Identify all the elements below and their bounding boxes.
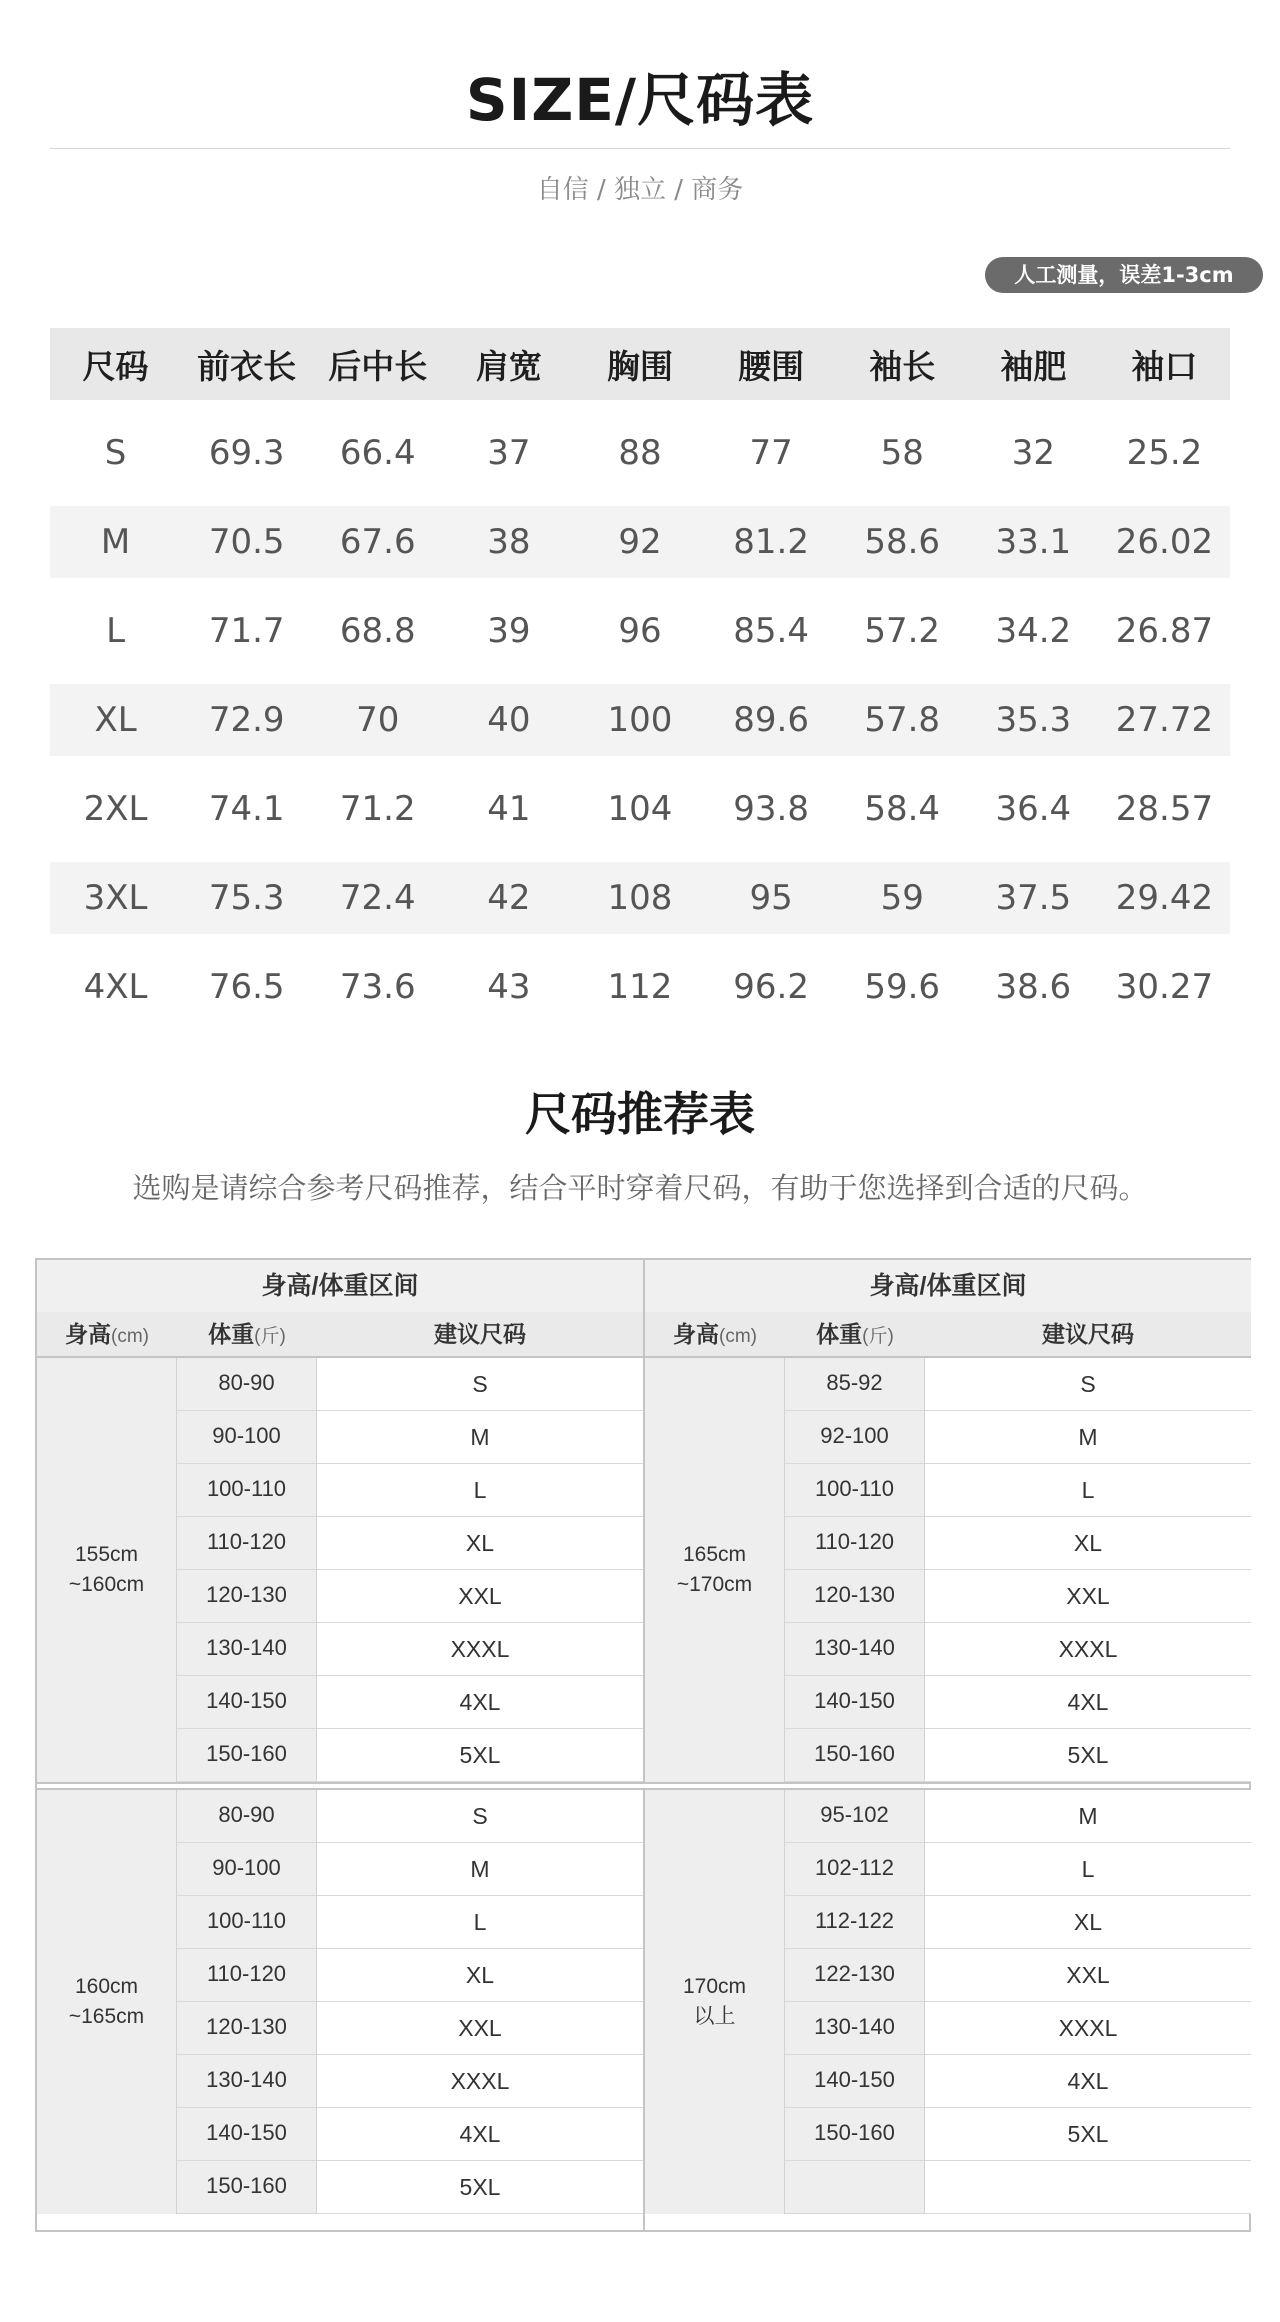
size-table-cell: 68.8 bbox=[339, 611, 416, 651]
weight-range-cell: 140-150 bbox=[177, 2108, 317, 2161]
size-table-cell: 93.8 bbox=[733, 789, 809, 829]
weight-range-cell: 150-160 bbox=[177, 1729, 317, 1782]
weight-range-cell: 140-150 bbox=[785, 2055, 925, 2108]
size-table-cell: 27.72 bbox=[1115, 700, 1214, 740]
size-table-cell: 81.2 bbox=[733, 522, 809, 562]
size-table-cell: 34.2 bbox=[995, 611, 1072, 651]
suggested-size-cell: 4XL bbox=[925, 1676, 1251, 1729]
size-table-cell: 96.2 bbox=[733, 967, 809, 1007]
size-table-cell: 59.6 bbox=[864, 967, 941, 1007]
height-range-line: ~170cm bbox=[676, 1573, 753, 1596]
weight-range-cell: 112-122 bbox=[785, 1896, 925, 1949]
suggested-size-column-header: 建议尺码 bbox=[317, 1312, 643, 1358]
size-table-cell: 89.6 bbox=[733, 700, 809, 740]
suggested-size-cell: XL bbox=[925, 1896, 1251, 1949]
height-weight-range-header: 身高/体重区间 bbox=[645, 1260, 1251, 1313]
height-column-unit: (cm) bbox=[111, 1326, 149, 1347]
size-table-cell: 67.6 bbox=[339, 522, 416, 562]
suggested-size-cell: XXL bbox=[925, 1570, 1251, 1623]
height-range-line: 165cm bbox=[682, 1543, 746, 1566]
suggested-size-cell: XXL bbox=[317, 2002, 643, 2055]
suggested-size-cell: 5XL bbox=[925, 2108, 1251, 2161]
size-table-cell: 104 bbox=[607, 789, 673, 829]
size-table-row bbox=[50, 417, 1230, 489]
height-column-header bbox=[645, 1312, 785, 1358]
size-table-cell: 30.27 bbox=[1115, 967, 1214, 1007]
suggested-size-cell: L bbox=[925, 1843, 1251, 1896]
suggested-size-cell: M bbox=[317, 1843, 643, 1896]
size-table-row bbox=[50, 595, 1230, 667]
size-table-header-cell: 腰围 bbox=[738, 346, 805, 386]
size-table-cell: 26.02 bbox=[1115, 522, 1214, 562]
size-table-cell: 43 bbox=[487, 967, 531, 1007]
height-range-cell bbox=[37, 1358, 177, 1782]
size-table-cell: 58 bbox=[880, 433, 924, 473]
weight-range-cell: 90-100 bbox=[177, 1843, 317, 1896]
size-table-cell: 28.57 bbox=[1115, 789, 1214, 829]
page-subtitle: 自信 / 独立 / 商务 bbox=[536, 175, 744, 205]
suggested-size-cell: 5XL bbox=[317, 2161, 643, 2214]
size-table-cell: 72.9 bbox=[208, 700, 285, 740]
size-table-cell: 4XL bbox=[83, 967, 148, 1007]
size-table-header-cell: 袖长 bbox=[869, 346, 936, 386]
size-table-cell: 75.3 bbox=[208, 878, 285, 918]
weight-range-cell: 80-90 bbox=[177, 1358, 317, 1411]
size-table-cell: 32 bbox=[1011, 433, 1055, 473]
suggested-size-cell: XXXL bbox=[925, 2002, 1251, 2055]
suggested-size-cell: XXXL bbox=[317, 2055, 643, 2108]
size-table-header-cell: 袖肥 bbox=[1000, 346, 1067, 386]
size-table-cell: 74.1 bbox=[208, 789, 285, 829]
size-table-row bbox=[50, 951, 1230, 1023]
weight-range-cell: 122-130 bbox=[785, 1949, 925, 2002]
weight-range-cell: 80-90 bbox=[177, 1790, 317, 1843]
size-table-cell: 58.4 bbox=[864, 789, 941, 829]
size-table-header-cell: 肩宽 bbox=[475, 346, 542, 386]
suggested-size-cell: XXXL bbox=[317, 1623, 643, 1676]
weight-range-cell: 140-150 bbox=[177, 1676, 317, 1729]
size-table-cell: 96 bbox=[618, 611, 662, 651]
height-range-text bbox=[69, 1540, 144, 1600]
size-table-cell: 71.2 bbox=[339, 789, 416, 829]
size-table-cell: 76.5 bbox=[208, 967, 285, 1007]
height-range-line: 以上 bbox=[693, 2005, 736, 2028]
size-table-header-cell: 袖口 bbox=[1131, 346, 1198, 386]
suggested-size-cell: XXXL bbox=[925, 1623, 1251, 1676]
suggested-size-cell: XL bbox=[317, 1949, 643, 2002]
size-table-cell: 41 bbox=[487, 789, 531, 829]
height-range-text bbox=[677, 1540, 752, 1600]
height-weight-range-header: 身高/体重区间 bbox=[37, 1260, 643, 1313]
suggested-size-cell: S bbox=[925, 1358, 1251, 1411]
size-table-cell: 57.2 bbox=[864, 611, 941, 651]
height-range-line: 160cm bbox=[74, 1975, 138, 1998]
size-table-cell: M bbox=[100, 522, 131, 562]
block-divider bbox=[37, 1782, 1249, 1790]
recommendation-left-half bbox=[37, 1260, 643, 2230]
height-range-cell bbox=[645, 1790, 785, 2214]
weight-range-cell: 150-160 bbox=[785, 1729, 925, 1782]
weight-range-cell bbox=[785, 2161, 925, 2214]
title-divider bbox=[50, 148, 1230, 149]
size-table-cell: 58.6 bbox=[864, 522, 941, 562]
weight-column-label: 体重 bbox=[816, 1321, 863, 1347]
height-range-line: 170cm bbox=[682, 1975, 747, 1998]
weight-range-cell: 95-102 bbox=[785, 1790, 925, 1843]
suggested-size-cell: XL bbox=[925, 1517, 1251, 1570]
height-range-text bbox=[69, 1972, 144, 2032]
weight-range-cell: 130-140 bbox=[177, 2055, 317, 2108]
size-table-cell: 26.87 bbox=[1115, 611, 1214, 651]
weight-range-cell: 100-110 bbox=[177, 1896, 317, 1949]
size-table-cell: 2XL bbox=[83, 789, 148, 829]
height-column-label: 身高 bbox=[65, 1321, 111, 1347]
weight-range-cell: 150-160 bbox=[785, 2108, 925, 2161]
weight-range-cell: 130-140 bbox=[785, 2002, 925, 2055]
height-column-label: 身高 bbox=[673, 1321, 719, 1347]
size-table-cell: XL bbox=[94, 700, 137, 740]
height-range-cell bbox=[645, 1358, 785, 1782]
size-table-cell: 25.2 bbox=[1126, 433, 1203, 473]
size-table-cell: 100 bbox=[607, 700, 673, 740]
suggested-size-cell: L bbox=[925, 1464, 1251, 1517]
size-table-cell: 38.6 bbox=[995, 967, 1072, 1007]
weight-range-cell: 130-140 bbox=[177, 1623, 317, 1676]
suggested-size-cell: L bbox=[317, 1464, 643, 1517]
weight-range-cell: 100-110 bbox=[785, 1464, 925, 1517]
height-range-cell bbox=[37, 1790, 177, 2214]
size-table-cell: 85.4 bbox=[733, 611, 809, 651]
size-table-header bbox=[50, 328, 1230, 400]
size-table-row bbox=[50, 862, 1230, 934]
size-table-cell: 59 bbox=[880, 878, 924, 918]
height-column-header bbox=[37, 1312, 177, 1358]
weight-range-cell: 110-120 bbox=[177, 1517, 317, 1570]
weight-range-cell: 110-120 bbox=[785, 1517, 925, 1570]
size-table-cell: L bbox=[106, 611, 126, 651]
weight-range-cell: 120-130 bbox=[785, 1570, 925, 1623]
size-table-cell: 95 bbox=[749, 878, 793, 918]
weight-range-cell: 150-160 bbox=[177, 2161, 317, 2214]
size-table-cell: 108 bbox=[607, 878, 673, 918]
size-table-cell: 69.3 bbox=[208, 433, 285, 473]
weight-column-header bbox=[785, 1312, 925, 1358]
size-table-cell: 33.1 bbox=[995, 522, 1072, 562]
suggested-size-cell: 4XL bbox=[317, 2108, 643, 2161]
size-table-cell: 92 bbox=[618, 522, 662, 562]
suggested-size-cell: XL bbox=[317, 1517, 643, 1570]
weight-range-cell: 102-112 bbox=[785, 1843, 925, 1896]
height-range-line: ~160cm bbox=[68, 1573, 145, 1596]
weight-range-cell: 130-140 bbox=[785, 1623, 925, 1676]
size-table-cell: 77 bbox=[749, 433, 793, 473]
weight-range-cell: 110-120 bbox=[177, 1949, 317, 2002]
size-table-cell: 72.4 bbox=[339, 878, 416, 918]
size-table-cell: S bbox=[104, 433, 127, 473]
suggested-size-cell: M bbox=[317, 1411, 643, 1464]
weight-column-unit: (斤) bbox=[862, 1326, 894, 1347]
suggested-size-cell: M bbox=[925, 1790, 1251, 1843]
suggested-size-cell: 4XL bbox=[317, 1676, 643, 1729]
weight-range-cell: 90-100 bbox=[177, 1411, 317, 1464]
size-table-cell: 29.42 bbox=[1115, 878, 1214, 918]
weight-range-cell: 140-150 bbox=[785, 1676, 925, 1729]
suggested-size-column-header: 建议尺码 bbox=[925, 1312, 1251, 1358]
height-range-text bbox=[683, 1972, 746, 2032]
size-table-row bbox=[50, 506, 1230, 578]
size-table-cell: 57.8 bbox=[864, 700, 941, 740]
recommendation-right-half bbox=[645, 1260, 1251, 2230]
recommendation-table bbox=[35, 1258, 1251, 2232]
suggested-size-cell: S bbox=[317, 1358, 643, 1411]
size-table-cell: 39 bbox=[487, 611, 531, 651]
size-table-cell: 36.4 bbox=[995, 789, 1072, 829]
page-title: SIZE/尺码表 bbox=[465, 66, 815, 134]
size-table-cell: 3XL bbox=[83, 878, 148, 918]
height-column-unit: (cm) bbox=[719, 1326, 757, 1347]
size-table-header-cell: 尺码 bbox=[82, 346, 149, 386]
suggested-size-cell: 5XL bbox=[317, 1729, 643, 1782]
size-table-row bbox=[50, 684, 1230, 756]
size-table-cell: 71.7 bbox=[208, 611, 285, 651]
size-table-cell: 37 bbox=[487, 433, 531, 473]
height-range-line: ~165cm bbox=[68, 2005, 145, 2028]
size-table-cell: 40 bbox=[487, 700, 531, 740]
height-range-line: 155cm bbox=[74, 1543, 138, 1566]
size-table bbox=[50, 328, 1230, 1040]
size-table-cell: 35.3 bbox=[995, 700, 1072, 740]
size-table-row bbox=[50, 773, 1230, 845]
size-table-cell: 70 bbox=[356, 700, 400, 740]
size-table-cell: 112 bbox=[607, 967, 673, 1007]
suggested-size-cell: XXL bbox=[925, 1949, 1251, 2002]
weight-range-cell: 120-130 bbox=[177, 1570, 317, 1623]
size-table-cell: 88 bbox=[618, 433, 662, 473]
suggested-size-cell: L bbox=[317, 1896, 643, 1949]
measurement-note-badge: 人工测量，误差1-3cm bbox=[985, 257, 1263, 293]
suggested-size-cell bbox=[925, 2161, 1251, 2214]
size-table-cell: 42 bbox=[487, 878, 531, 918]
suggested-size-cell: 4XL bbox=[925, 2055, 1251, 2108]
weight-range-cell: 120-130 bbox=[177, 2002, 317, 2055]
suggested-size-cell: XXL bbox=[317, 1570, 643, 1623]
size-table-cell: 66.4 bbox=[339, 433, 416, 473]
size-table-cell: 37.5 bbox=[995, 878, 1072, 918]
weight-column-label: 体重 bbox=[208, 1321, 255, 1347]
size-table-cell: 73.6 bbox=[339, 967, 416, 1007]
weight-range-cell: 92-100 bbox=[785, 1411, 925, 1464]
weight-range-cell: 100-110 bbox=[177, 1464, 317, 1517]
recommendation-description: 选购是请综合参考尺码推荐，结合平时穿着尺码，有助于您选择到合适的尺码。 bbox=[132, 1171, 1148, 1205]
size-table-cell: 70.5 bbox=[208, 522, 285, 562]
weight-column-header bbox=[177, 1312, 317, 1358]
size-table-header-cell: 后中长 bbox=[328, 346, 428, 386]
recommendation-title: 尺码推荐表 bbox=[525, 1087, 755, 1141]
weight-column-unit: (斤) bbox=[254, 1326, 286, 1347]
suggested-size-cell: 5XL bbox=[925, 1729, 1251, 1782]
size-table-header-cell: 胸围 bbox=[606, 346, 673, 386]
weight-range-cell: 85-92 bbox=[785, 1358, 925, 1411]
suggested-size-cell: M bbox=[925, 1411, 1251, 1464]
size-table-cell: 38 bbox=[487, 522, 531, 562]
size-table-header-cell: 前衣长 bbox=[197, 346, 297, 386]
suggested-size-cell: S bbox=[317, 1790, 643, 1843]
